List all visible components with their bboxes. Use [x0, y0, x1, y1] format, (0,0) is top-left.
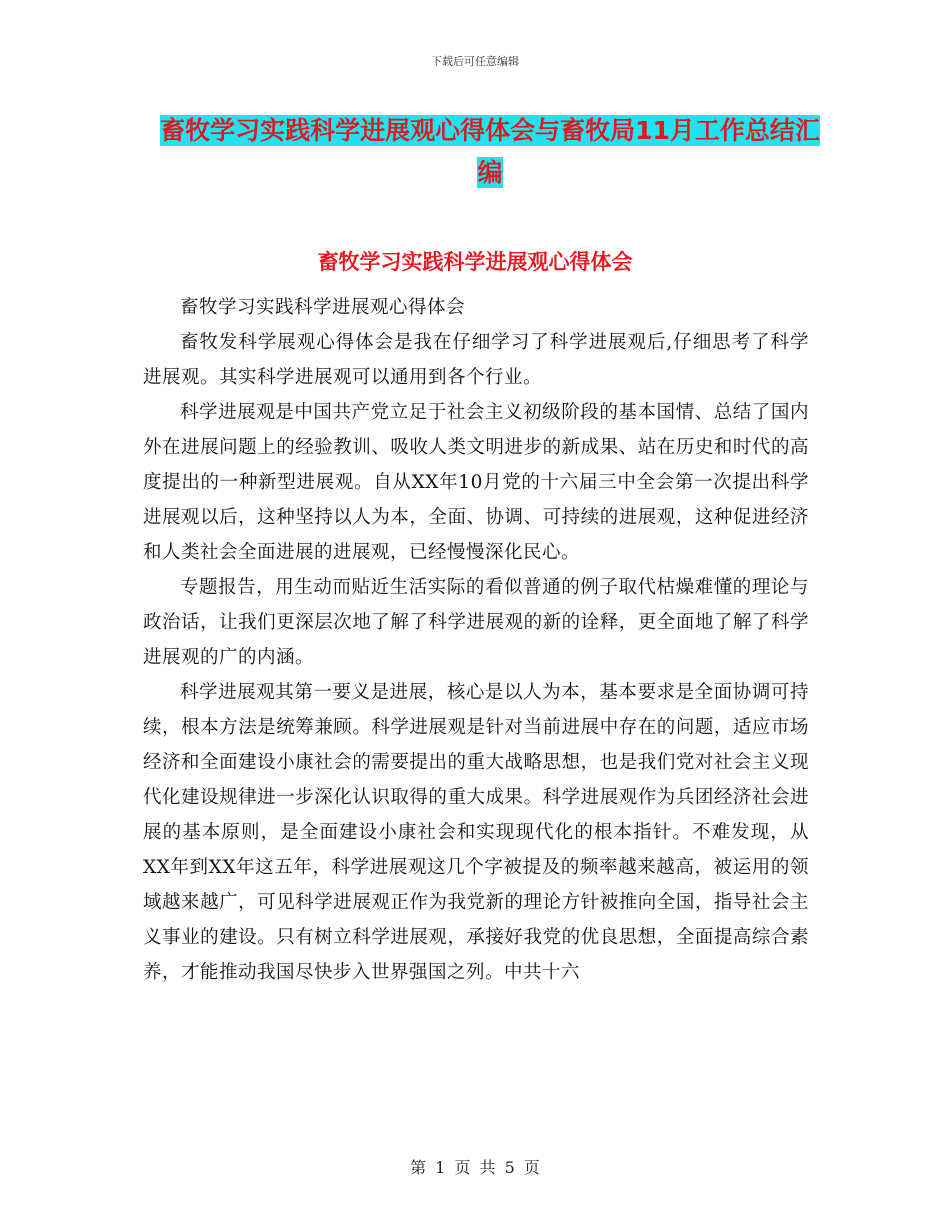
document-title: [150, 110, 830, 194]
document-body: [143, 290, 809, 990]
header-note: 下载后可任意编辑: [431, 55, 519, 68]
body-paragraph: 畜牧发科学展观心得体会是我在仔细学习了科学进展观后,仔细思考了科学进展观。其实科学进展观可以通用到各个行业。: [143, 332, 809, 388]
body-paragraph: 科学进展观是中国共产党立足于社会主义初级阶段的基本国情、总结了国内外在进展问题上的经验教训、吸收人类文明进步的新成果、站在历史和时代的高度提出的一种新型进展观。自从XX年10月党的十六届三中全会第一次提出科学进展观以后，这种坚持以人为本，全面、协调、可持续的进展观，这种促进经济和人类社会全面进展的进展观，已经慢慢深化民心。: [143, 402, 809, 563]
page-number: 第 1 页 共 5 页: [410, 1158, 540, 1177]
body-paragraph: 畜牧学习实践科学进展观心得体会: [180, 297, 466, 318]
body-paragraph: 科学进展观其第一要义是进展，核心是以人为本，基本要求是全面协调可持续，根本方法是统筹兼顾。科学进展观是针对当前进展中存在的问题，适应市场经济和全面建设小康社会的需要提出的重大战略思想，也是我们党对社会主义现代化建设规律进一步深化认识取得的重大成果。科学进展观作为兵团经济社会进展的基本原则，是全面建设小康社会和实现现代化的根本指针。不难发现，从XX年到XX年这五年，科学进展观这几个字被提及的频率越来越高，被运用的领域越来越广，可见科学进展观正作为我党新的理论方针被推向全国，指导社会主义事业的建设。只有树立科学进展观，承接好我党的优良思想，全面提高综合素养，才能推动我国尽快步入世界强国之列。中共十六: [143, 682, 809, 983]
section-title: 畜牧学习实践科学进展观心得体会: [317, 250, 633, 274]
body-paragraph: 专题报告，用生动而贴近生活实际的看似普通的例子取代枯燥难懂的理论与政治话，让我们更深层次地了解了科学进展观的新的诠释，更全面地了解了科学进展观的广的内涵。: [143, 577, 809, 668]
document-title-text: 畜牧学习实践科学进展观心得体会与畜牧局11月工作总结汇编: [160, 116, 820, 187]
